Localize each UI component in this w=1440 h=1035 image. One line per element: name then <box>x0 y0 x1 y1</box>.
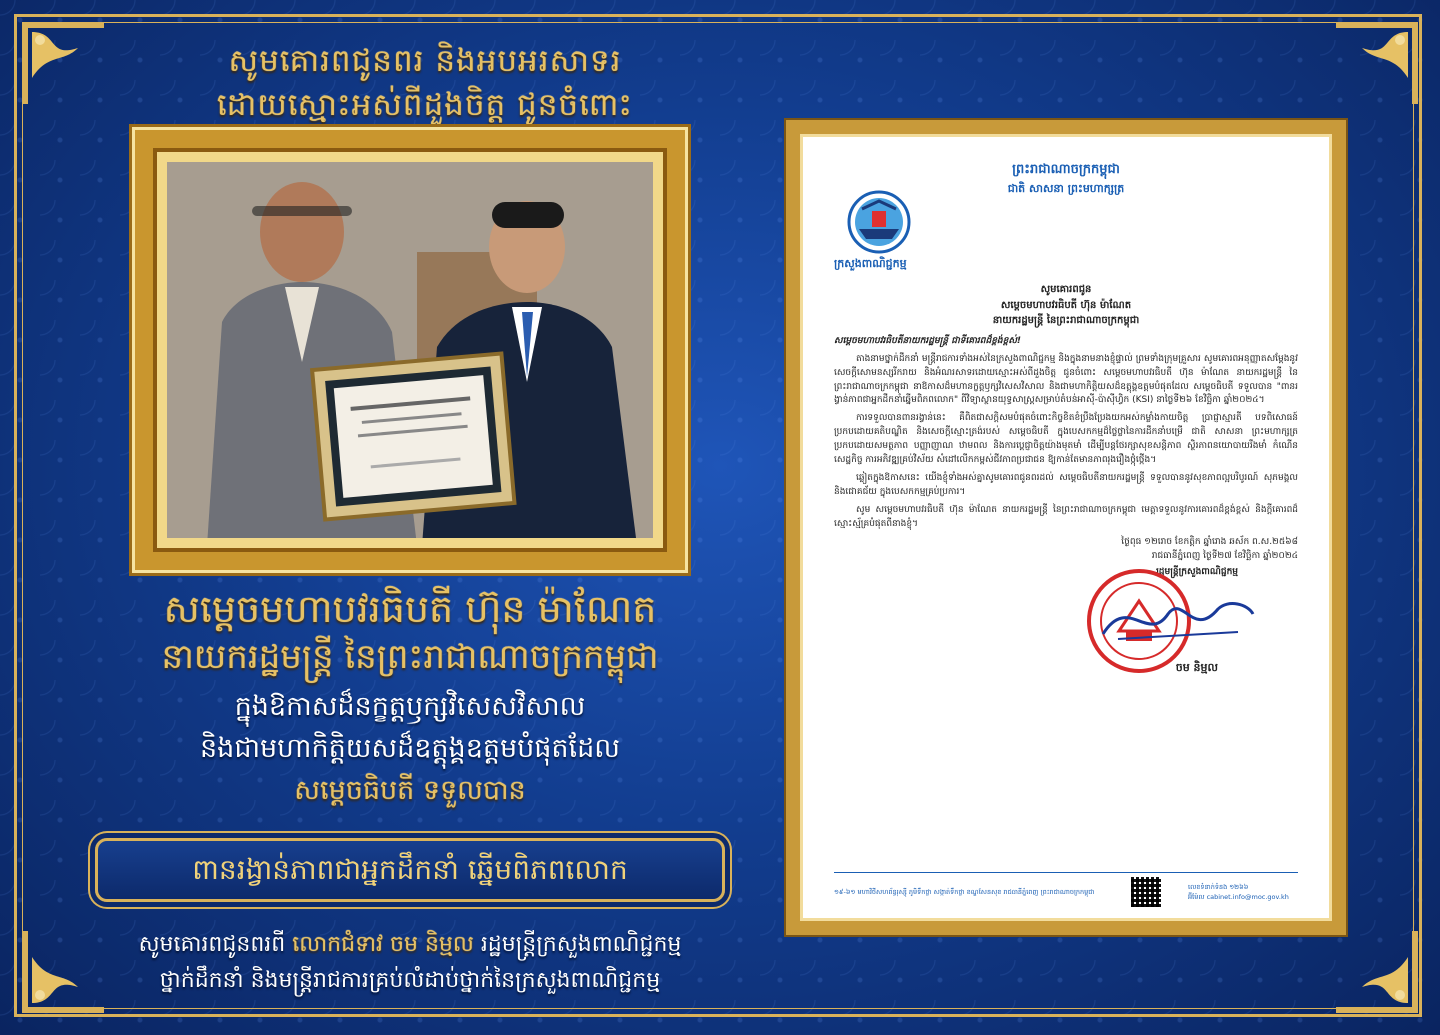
photo-illustration <box>167 162 653 538</box>
footer-line-1 <box>100 930 720 962</box>
corner-ornament-icon <box>18 18 108 108</box>
honoree-title-line-2: នាយករដ្ឋមន្ត្រី នៃព្រះរាជាណាចក្រកម្ពុជា <box>161 637 659 677</box>
letter-frame <box>786 120 1346 935</box>
award-banner: ពានរង្វាន់ភាពជាអ្នកដឹកនាំ ឆ្នើមពិភពលោក <box>95 838 725 902</box>
award-photo <box>167 162 653 538</box>
corner-ornament-icon <box>1332 927 1422 1017</box>
heading-line-2: ដោយស្មោះអស់ពីដួងចិត្ត ជូនចំពោះ <box>216 87 634 123</box>
letter-footer-ref: លេខទំនាក់ទំនង ១២៦៦ <box>1188 882 1249 891</box>
letter-date-lunar: ថ្ងៃពុធ ១២រោច ខែកត្តិក ឆ្នាំរោង ឆស័ក ព.ស.២៥៦៨ <box>1121 536 1298 547</box>
letter-salutation-3: នាយករដ្ឋមន្ត្រី នៃព្រះរាជាណាចក្រកម្ពុជា <box>992 315 1140 327</box>
letter-logo-row <box>834 197 1298 255</box>
letter-signer-name: ចម និម្មល <box>1175 660 1218 674</box>
corner-ornament-icon <box>18 927 108 1017</box>
corner-ornament-icon <box>1332 18 1422 108</box>
letter-date-solar: រាជធានីភ្នំពេញ ថ្ងៃទី២៧ ខែវិច្ឆិកា ឆ្នាំ២០២៤ <box>1151 550 1298 561</box>
occasion-line-3: សម្តេចធិបតី ទទួលបាន <box>294 775 526 806</box>
letter-footer <box>834 872 1298 907</box>
letter-signer-title: រដ្ឋមន្ត្រីក្រសួងពាណិជ្ជកម្ម <box>1155 566 1238 577</box>
occasion-line-1: ក្នុងឱកាសដ៏នក្ខត្តឫក្សវិសេសវិសាល <box>234 691 586 722</box>
letter-footer-email: អ៊ីម៉ែល cabinet.info@moc.gov.kh <box>1188 893 1289 901</box>
honoree-title-line-1: សម្តេចមហាបវរធិបតី ហ៊ុន ម៉ាណែត <box>163 587 657 631</box>
footer-suffix: រដ្ឋមន្ត្រីក្រសួងពាណិជ្ជកម្ម <box>480 932 682 957</box>
letter-ministry: ក្រសួងពាណិជ្ជកម្ម <box>834 257 907 271</box>
letter-paragraph-2: ការទទួលបានពានរង្វាន់នេះ គឺពិតជាសក្តិសមបំផុតចំពោះកិច្ចខិតខំប្រឹងប្រែងយកអស់កម្លាំងកាយចិត្ត ប្រាជ្ញាស្មារតី បទពិសោធន៍ប្រកបដោយគតិបណ្ឌិត និងសេចក្តីស្មោះត្រង់របស់ សម្តេចធិបតី ក្នុងបេសកកម្មដ៏ថ្លៃថ្លានៃការដឹកនាំបម្រើ ជាតិ សាសនា ព្រះមហាក្សត្រ ប្រកបដោយសមត្ថភាព បញ្ញាញាណ ឋាមពល និងការប្តេជ្ញាចិត្តយ៉ាងមុតមាំ ដើម្បីបន្តថែរក្សាសុខសន្តិភាព ស្ថិរភាពនយោបាយរឹងមាំ កំណើនសេដ្ឋកិច្ច ការអភិវឌ្ឍគ្រប់វិស័យ សំដៅលើកកម្ពស់ជីវភាពប្រជាជន ឱ្យកាន់តែមានភាពរុងរឿងថ្កុំថ្កើង។ <box>834 413 1298 466</box>
letter-motto: ជាតិ សាសនា ព្រះមហាក្សត្រ <box>1007 182 1125 196</box>
letter-greeting: សម្តេចមហាបវរធិបតីនាយករដ្ឋមន្ត្រី ជាទីគោរពដ៏ខ្ពង់ខ្ពស់! <box>834 335 1022 346</box>
letter-kingdom: ព្រះរាជាណាចក្រកម្ពុជា <box>1012 162 1120 177</box>
photo-frame <box>135 130 685 570</box>
letter-paragraph-1: តាងនាមថ្នាក់ដឹកនាំ មន្ត្រីរាជការទាំងអស់នៃក្រសួងពាណិជ្ជកម្ម និងក្នុងនាមនាងខ្ញុំផ្ទាល់ ព្រមទាំងក្រុមគ្រួសារ សូមគោរពអនុញ្ញាតសម្តែងនូវសេចក្តីសោមនស្សរីករាយ និងអំណរសាទរដោយស្មោះអស់ពីដួងចិត្ត ជូនចំពោះ សម្តេចមហាបវរធិបតី ហ៊ុន ម៉ាណែត នាយករដ្ឋមន្ត្រី នៃព្រះរាជាណាចក្រកម្ពុជា នាឱកាសដ៏មហានក្ខត្តឫក្សវិសេសវិសាល និងជាមហាកិត្តិយសដ៏ឧត្តុង្គឧត្តមបំផុតដែល សម្តេចធិបតី ទទួលបាន "ពានរង្វាន់ភាពជាអ្នកដឹកនាំឆ្នើមពិភពលោក" ពីវិទ្យាស្ថានយុទ្ធសាស្ត្រសម្រាប់តំបន់អាស៊ី-ប៉ាស៊ីហ្វិក (KSI) នាថ្ងៃទី២៦ ខែវិច្ឆិកា ឆ្នាំ២០២៤។ <box>834 353 1298 406</box>
letter-paragraph-4: សូម សម្តេចមហាបវរធិបតី ហ៊ុន ម៉ាណែត នាយករដ្ឋមន្ត្រី នៃព្រះរាជាណាចក្រកម្ពុជា មេត្តាទទួលនូវការគោរពដ៏ខ្ពង់ខ្ពស់ និងក្តីគោរពដ៏ស្មោះស្ម័គ្របំផុតពីនាងខ្ញុំ។ <box>834 505 1298 529</box>
occasion-line-2: និងជាមហាកិត្តិយសដ៏ឧត្តុង្គឧត្តមបំផុតដែល <box>200 733 620 764</box>
ministry-logo-icon <box>844 189 914 255</box>
letter-footer-contact <box>1188 882 1298 902</box>
letter-salutation-1: សូមគោរពជូន <box>1040 284 1092 296</box>
letter-salutation-2: សម្តេចមហាបវរធិបតី ហ៊ុន ម៉ាណែត <box>1000 299 1132 311</box>
letter-document <box>800 134 1332 921</box>
letter-signature-block <box>834 564 1298 684</box>
letter-footer-address: ១៩-៦១ មហាវិថីសហព័ន្ធរុស្ស៊ី ភូមិទឹកថ្លា សង្កាត់ទឹកថ្លា ខណ្ឌសែនសុខ រាជធានីភ្នំពេញ ព្រះរាជាណាចក្រកម្ពុជា <box>834 887 1095 896</box>
footer-line-2: ថ្នាក់ដឹកនាំ និងមន្ត្រីរាជការគ្រប់លំដាប់ថ្នាក់នៃក្រសួងពាណិជ្ជកម្ម <box>159 968 661 993</box>
letter-paragraph-3: ឆ្លៀតក្នុងឱកាសនេះ យើងខ្ញុំទាំងអស់គ្នាសូមគោរពជូនពរដល់ សម្តេចធិបតីនាយករដ្ឋមន្ត្រី ទទួលបាននូវសុខភាពល្អបរិបូរណ៍ សុភមង្គល និងជោគជ័យ ក្នុងបេសកកម្មគ្រប់ប្រការ។ <box>834 473 1298 498</box>
signature-icon <box>1098 584 1258 654</box>
heading-line-1: សូមគោរពជូនពរ និងអបអរសាទរ <box>228 43 622 79</box>
footer-name: លោកជំទាវ ចម និម្មល <box>292 932 474 957</box>
qr-code-icon <box>1131 877 1161 907</box>
footer-prefix: សូមគោរពជូនពរពី <box>138 932 286 957</box>
